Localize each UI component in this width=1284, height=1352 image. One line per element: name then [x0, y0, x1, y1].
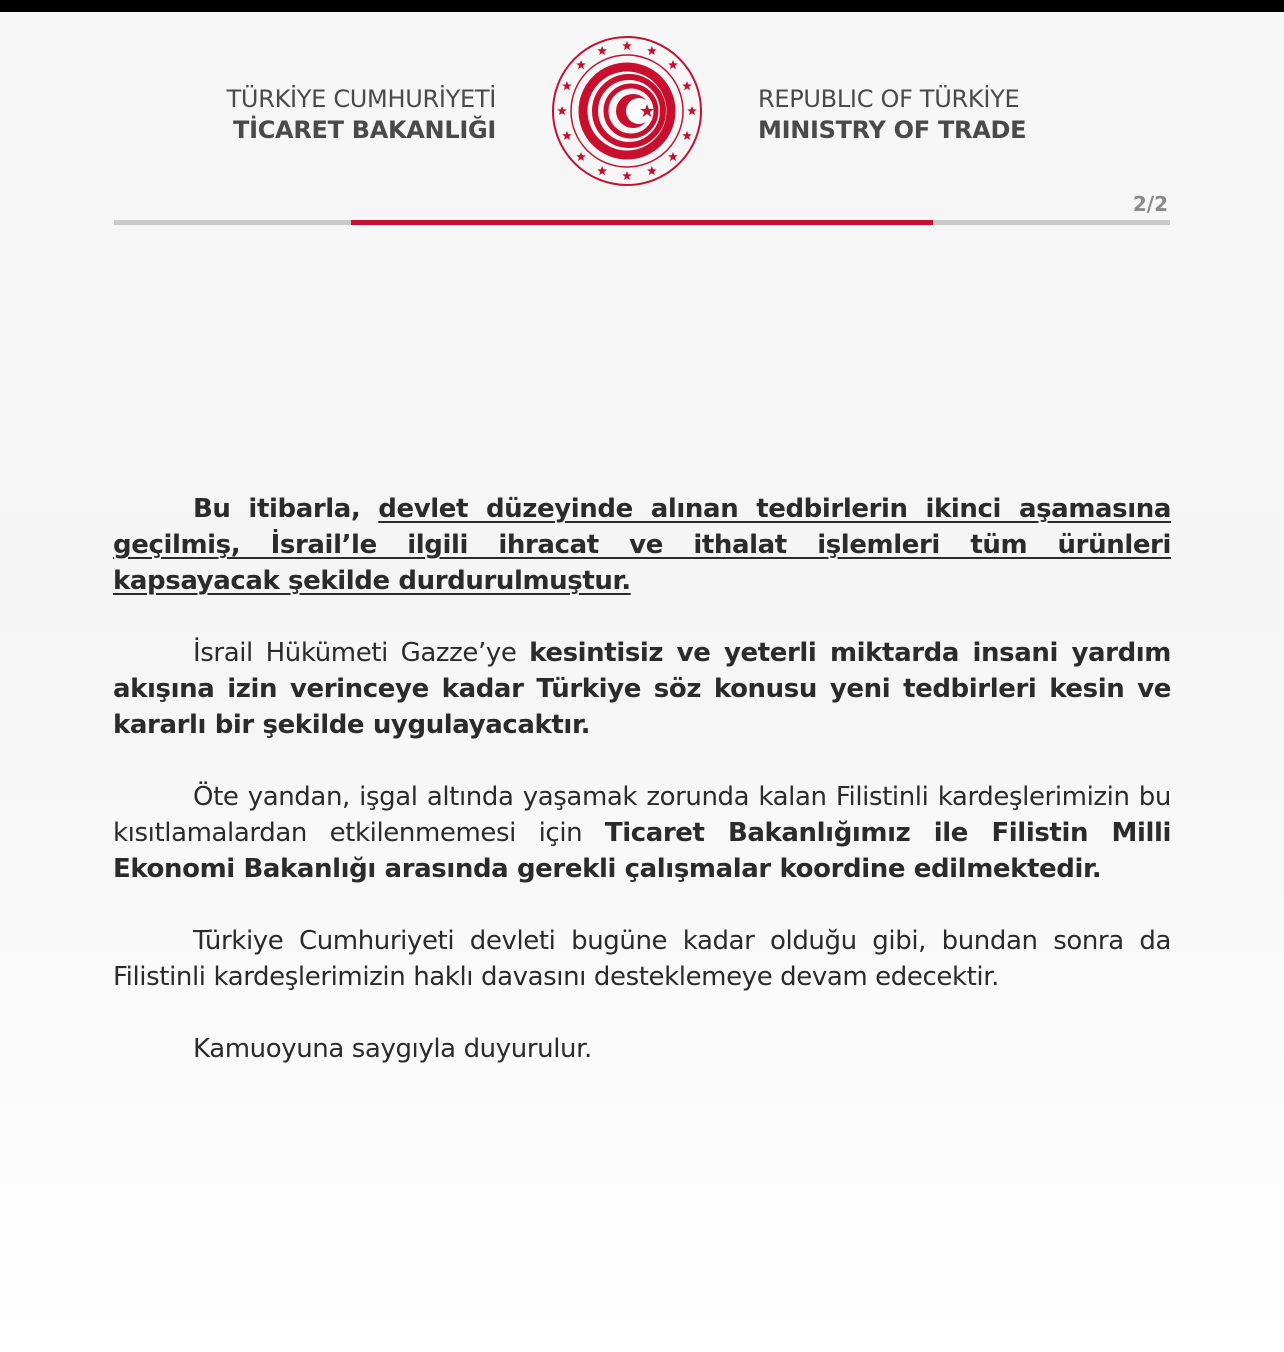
statement-body — [113, 491, 1171, 1103]
emblem-star — [622, 41, 632, 50]
emblem-star — [622, 171, 632, 180]
header-turkish-title — [227, 84, 496, 146]
paragraph-2 — [113, 635, 1171, 743]
top-black-bar — [0, 0, 1284, 12]
emblem-star — [597, 46, 607, 55]
emblem-star — [597, 166, 607, 175]
ministry-emblem-icon — [549, 33, 705, 189]
header-rule-red — [351, 220, 933, 225]
emblem-star — [562, 131, 572, 140]
header-english-title — [758, 84, 1026, 146]
emblem-star — [668, 60, 678, 69]
p3-bold: Ticaret Bakanlığımız ile Filistin Milli Ekonomi Bakanlığı arasında gerekli çalışmalar koordine edilmektedir. — [113, 818, 1171, 884]
p1-underlined: devlet düzeyinde alınan tedbirlerin ikinci aşamasına geçilmiş, İsrail’le ilgili ihracat ve ithalat işlemleri tüm ürünleri kapsayacak şekilde durdurulmuştur. — [113, 494, 1172, 596]
emblem-star — [668, 152, 678, 161]
emblem-star — [562, 81, 572, 90]
emblem-star — [682, 81, 692, 90]
emblem-star — [576, 152, 586, 161]
emblem-star — [647, 46, 657, 55]
paragraph-3 — [113, 779, 1171, 887]
emblem-star — [682, 131, 692, 140]
emblem-star — [687, 106, 697, 115]
emblem-star — [557, 106, 567, 115]
paragraph-1 — [113, 491, 1171, 599]
header-left-line1: TÜRKİYE CUMHURİYETİ — [226, 85, 496, 113]
header-right-line1: REPUBLIC OF TÜRKİYE — [758, 85, 1020, 113]
p1-lead: Bu itibarla, — [193, 494, 379, 524]
emblem-star — [647, 166, 657, 175]
paragraph-5: Kamuoyuna saygıyla duyurulur. — [193, 1034, 592, 1064]
emblem-star — [576, 60, 586, 69]
header-right-line2: MINISTRY OF TRADE — [758, 116, 1027, 144]
p3-plain: Öte yandan, işgal altında yaşamak zorunda kalan Filistinli kardeşlerimizin bu kısıtlamalardan etkilenmemesi için — [113, 782, 1171, 848]
header-left-line2: TİCARET BAKANLIĞI — [233, 116, 496, 144]
p2-plain: İsrail Hükümeti Gazze’ye — [193, 638, 530, 668]
page-number: 2/2 — [1132, 192, 1168, 216]
paragraph-4: Türkiye Cumhuriyeti devleti bugüne kadar olduğu gibi, bundan sonra da Filistinli kardeşlerimizin haklı davasını desteklemeye devam edecektir. — [113, 926, 1171, 992]
p2-bold: kesintisiz ve yeterli miktarda insani yardım akışına izin verinceye kadar Türkiye söz konusu yeni tedbirleri kesin ve kararlı bir şekilde uygulayacaktır. — [113, 638, 1171, 740]
